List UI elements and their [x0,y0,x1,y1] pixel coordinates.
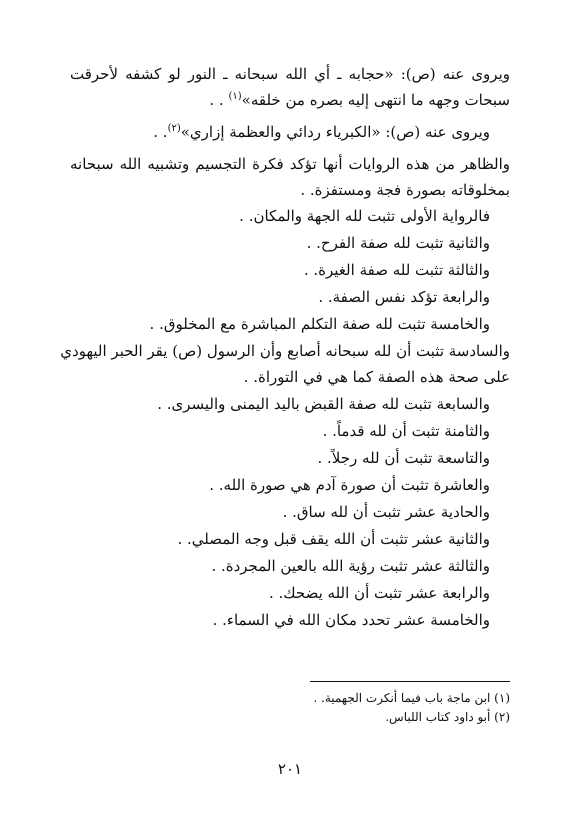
text-line-17: والحادية عشر تثبت أن لله ساق. . [282,503,490,521]
text-line-20: والرابعة عشر تثبت أن الله يضحك. . [268,584,490,602]
text-line-7: والثانية تثبت لله صفة الفرح. . [306,234,490,252]
footnote-separator [310,681,510,682]
text-line-15: والتاسعة تثبت أن لله رجلاً. . [317,449,490,467]
page-number: ٢٠١ [277,760,303,778]
text-line-9: والرابعة تؤكد نفس الصفة. . [318,288,490,306]
text-line-10: والخامسة تثبت لله صفة التكلم المباشرة مع المخلوق. . [149,315,490,333]
text-line-6: فالرواية الأولى تثبت لله الجهة والمكان. . [239,207,490,225]
text-line-3-main: ويروى عنه (ص): «الكبرياء ردائي والعظمة إزاري» [180,123,490,141]
text-line-4: والظاهر من هذه الروايات أنها تؤكد فكرة التجسيم وتشبيه الله سبحانه [70,155,510,173]
text-line-21: والخامسة عشر تحدد مكان الله في السماء. . [212,611,490,629]
text-line-19: والثالثة عشر تثبت رؤية الله بالعين المجردة. . [211,557,490,575]
text-line-8: والثالثة تثبت لله صفة الغيرة. . [303,261,490,279]
footnote-ref-1: (١) [228,91,242,102]
text-line-14: والثامنة تثبت أن لله قدماً. . [322,422,490,440]
text-line-2 [70,90,510,110]
footnote-2: (٢) أبو داود كتاب اللباس. [385,710,510,724]
text-line-16: والعاشرة تثبت أن صورة آدم هي صورة الله. . [209,476,490,494]
footnote-1: (١) ابن ماجة باب فيما أنكرت الجهمية. . [313,691,510,705]
text-line-5: بمخلوقاته بصورة فجة ومستفزة. . [300,181,510,199]
text-line-2-end: . . [209,91,229,109]
text-line-13: والسابعة تثبت لله صفة القبض باليد اليمنى واليسرى. . [157,395,490,413]
text-line-3 [70,122,490,142]
text-line-18: والثانية عشر تثبت أن الله يقف قبل وجه المصلي. . [177,530,490,548]
footnote-ref-2: (٢) [167,123,181,134]
text-line-12: على صحة هذه الصفة كما هي في التوراة. . [243,368,510,386]
text-line-3-end: . . [153,123,168,141]
text-line-1: ويروى عنه (ص): «حجابه ـ أي الله سبحانه ـ النور لو كشفه لأحرقت [70,65,510,83]
text-line-2-main: سبحات وجهه ما انتهى إليه بصره من خلقه» [241,91,510,109]
text-line-11: والسادسة تثبت أن لله سبحانه أصابع وأن الرسول (ص) يقر الحبر اليهودي [60,342,510,360]
